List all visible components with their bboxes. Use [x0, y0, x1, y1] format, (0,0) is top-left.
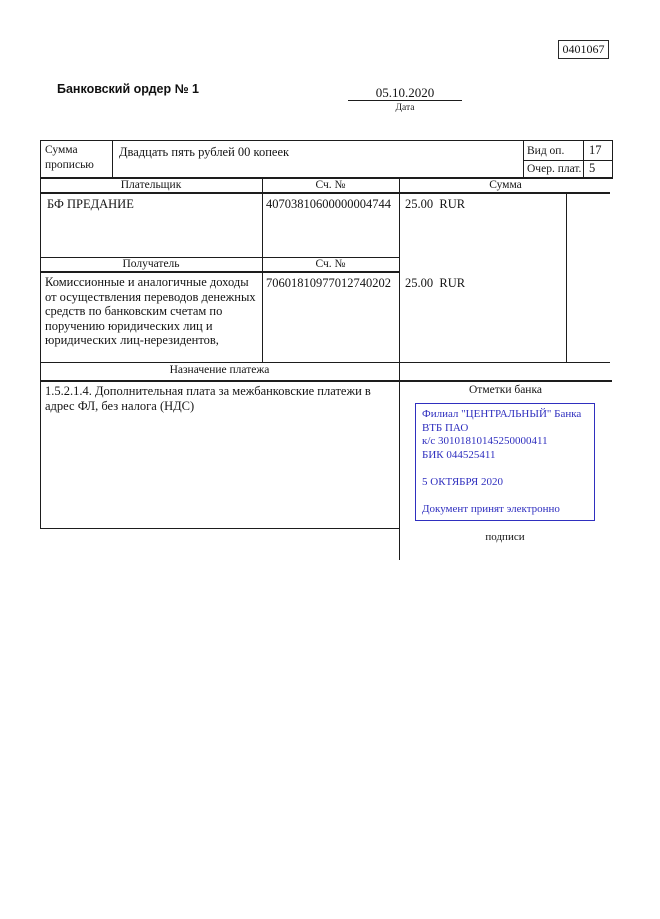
- payee-account: 70601810977012740202: [266, 276, 391, 290]
- date-value: 05.10.2020: [375, 85, 435, 100]
- amount-in-words-value: Двадцать пять рублей 00 копеек: [119, 145, 290, 159]
- date-underline: [348, 100, 462, 101]
- stamp-accepted-line: Документ принят электронно: [422, 502, 560, 515]
- amount-column-header: Сумма: [489, 179, 522, 191]
- payee-header-bottom-border: [40, 271, 399, 273]
- payer-name: БФ ПРЕДАНИЕ: [47, 197, 134, 211]
- priority-value: 5: [589, 161, 596, 175]
- op-box-left-border: [523, 140, 524, 177]
- payer-account-column-header: Сч. №: [315, 179, 346, 191]
- payee-account-column-header: Сч. №: [315, 258, 346, 270]
- purpose-cell-bottom-border: [40, 528, 399, 529]
- document-title: Банковский ордер № 1: [57, 82, 199, 96]
- bank-marks-header: Отметки банка: [469, 384, 542, 396]
- form-code: 0401067: [562, 42, 605, 56]
- table-border-top: [40, 140, 613, 141]
- payee-column-header: Получатель: [122, 258, 180, 270]
- amount-label-divider: [112, 140, 113, 177]
- stamp-bank-branch-line: Филиал "ЦЕНТРАЛЬНЫЙ" Банка: [422, 408, 582, 420]
- table-border-right: [612, 140, 613, 177]
- bank-stamp: [415, 403, 595, 521]
- amount-in-words-label: Сумма прописью: [45, 144, 94, 171]
- payee-amount: 25.00 RUR: [405, 276, 466, 290]
- signatures-label: подписи: [485, 531, 525, 543]
- op-box-divider: [523, 160, 613, 161]
- table-border-left: [40, 140, 41, 529]
- stamp-bik-line: БИК 044525411: [422, 448, 496, 461]
- payer-header-bottom-border: [40, 192, 610, 194]
- payer-account: 40703810600000004744: [266, 197, 391, 211]
- payee-name: Комиссионные и аналогичные доходы от осуществления переводов денежных средств по банковским счетам по поручению юридических лиц и юридических лиц-нерезидентов,: [45, 275, 256, 347]
- stamp-date-line: 5 ОКТЯБРЯ 2020: [422, 476, 503, 488]
- priority-label: Очер. плат.: [527, 163, 582, 175]
- stamp-corr-account-line: к/с 30101810145250000411: [422, 435, 548, 447]
- purpose-header: Назначение платежа: [169, 364, 270, 376]
- op-type-value: 17: [589, 143, 602, 157]
- payee-row-bottom-border: [40, 362, 610, 363]
- payer-amount: 25.00 RUR: [405, 197, 466, 211]
- purpose-header-bottom-border: [40, 380, 612, 382]
- date-label: Дата: [395, 103, 415, 113]
- stamp-bank-name-line: ВТБ ПАО: [422, 421, 469, 434]
- form-code-box: [558, 40, 609, 59]
- op-box-value-divider: [583, 140, 584, 177]
- payer-column-header: Плательщик: [120, 179, 182, 191]
- purpose-text: 1.5.2.1.4. Дополнительная плата за межбанковские платежи в адрес ФЛ, без налога (НДС): [45, 384, 371, 413]
- op-type-label: Вид оп.: [527, 145, 565, 157]
- amount-narrow-column-divider: [566, 192, 567, 362]
- account-amount-divider: [399, 177, 400, 560]
